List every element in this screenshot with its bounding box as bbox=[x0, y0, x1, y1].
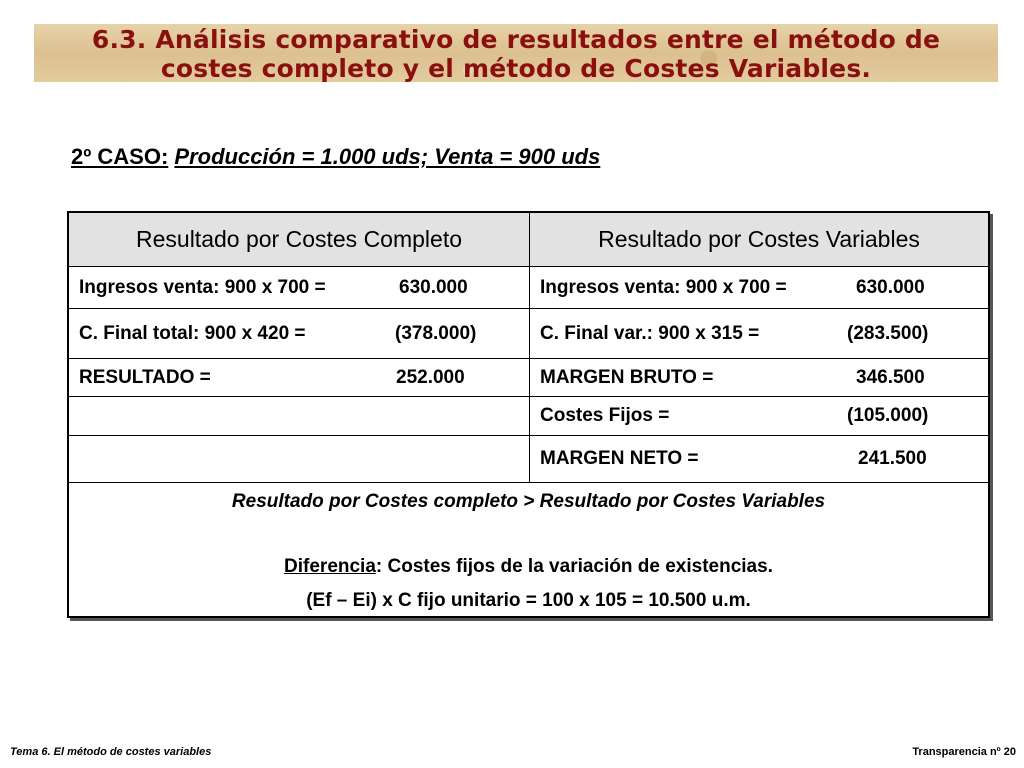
right-row-net-margin-label: MARGEN NETO = bbox=[540, 448, 699, 469]
row-divider bbox=[69, 482, 988, 483]
left-row-final-cost bbox=[69, 309, 529, 358]
right-row-revenue-value: 630.000 bbox=[856, 276, 925, 298]
difference-text: : Costes fijos de la variación de existencias. bbox=[375, 556, 773, 577]
right-row-variable-cost bbox=[530, 309, 988, 358]
left-row-result-label: RESULTADO = bbox=[79, 366, 211, 388]
footer-slide-number: Transparencia nº 20 bbox=[912, 746, 1016, 758]
footer-topic: Tema 6. El método de costes variables bbox=[10, 746, 212, 758]
left-row-revenue bbox=[69, 267, 529, 308]
comparison-table bbox=[67, 211, 990, 618]
case-label: 2º CASO: bbox=[71, 144, 169, 169]
left-row-final-cost-value: (378.000) bbox=[395, 322, 477, 344]
difference-line bbox=[69, 556, 988, 578]
left-row-final-cost-label: C. Final total: 900 x 420 = bbox=[79, 322, 306, 344]
difference-label: Diferencia bbox=[284, 556, 376, 577]
slide-title-line-2: costes completo y el método de Costes Variables. bbox=[160, 54, 872, 83]
right-row-revenue bbox=[530, 267, 988, 308]
left-row-revenue-value: 630.000 bbox=[399, 276, 468, 298]
slide-title-line-1: 6.3. Análisis comparativo de resultados entre el método de bbox=[91, 25, 941, 54]
right-row-variable-cost-label: C. Final var.: 900 x 315 = bbox=[540, 322, 760, 344]
conclusion-text: Resultado por Costes completo > Resultado por Costes Variables bbox=[231, 491, 826, 512]
case-detail: Producción = 1.000 uds; Venta = 900 uds bbox=[174, 144, 601, 169]
right-row-gross-margin bbox=[530, 359, 988, 396]
case-heading bbox=[71, 144, 600, 170]
right-row-revenue-label: Ingresos venta: 900 x 700 = bbox=[540, 276, 787, 298]
right-row-gross-margin-value: 346.500 bbox=[856, 366, 925, 388]
left-row-revenue-label: Ingresos venta: 900 x 700 = bbox=[79, 276, 326, 298]
right-row-net-margin bbox=[530, 436, 988, 482]
right-row-variable-cost-value: (283.500) bbox=[847, 322, 929, 344]
header-full-costing: Resultado por Costes Completo bbox=[69, 213, 529, 266]
right-row-fixed-costs-value: (105.000) bbox=[847, 405, 929, 426]
right-row-net-margin-value: 241.500 bbox=[858, 448, 927, 469]
slide-title-banner bbox=[34, 24, 998, 82]
difference-formula: (Ef – Ei) x C fijo unitario = 100 x 105 = 10.500 u.m. bbox=[306, 590, 751, 611]
left-row-result-value: 252.000 bbox=[396, 366, 465, 388]
left-row-result bbox=[69, 359, 529, 396]
right-row-gross-margin-label: MARGEN BRUTO = bbox=[540, 366, 714, 388]
right-row-fixed-costs-label: Costes Fijos = bbox=[540, 405, 670, 426]
header-variable-costing: Resultado por Costes Variables bbox=[530, 213, 988, 266]
right-row-fixed-costs bbox=[530, 397, 988, 435]
